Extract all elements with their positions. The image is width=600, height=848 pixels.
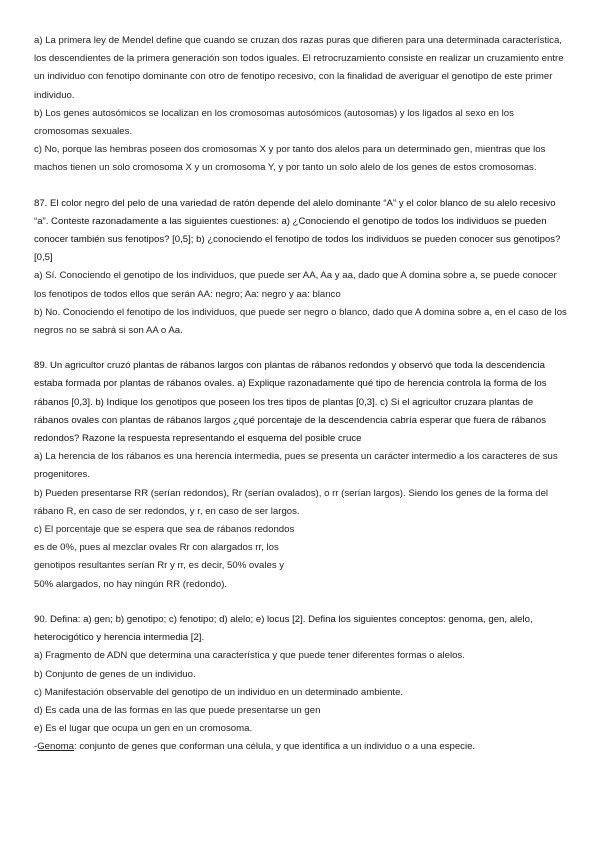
answer-block1-a: a) La primera ley de Mendel define que cuando se cruzan dos razas puras que difieren para una determinada característica, los descendientes de la primera generación son todos iguales. El retrocruzamiento consiste en realizar un cruzamiento entre un individuo con fenotipo dominante con otro de fenotipo recesivo, con la finalidad de averiguar el genotipo de este primer individuo. <box>34 35 564 101</box>
section-gap <box>34 594 570 611</box>
answer-block1-b: b) Los genes autosómicos se localizan en los cromosomas autosómicos (autosomas) y los ligados al sexo en los cromosomas sexuales. <box>34 107 514 138</box>
answer-89-c-line: 50% alargados, no hay ningún RR (redondo). <box>34 578 228 590</box>
question-87: 87. El color negro del pelo de una variedad de ratón depende del alelo dominante “A” y el color blanco de su alelo recesivo “a”. Conteste razonadamente a las siguientes cuestiones: a) ¿Conociendo el genotipo de todos los individuos se pueden conocer también sus fenotipos? [0,5]; b) ¿conociendo el fenotipo de todos los individuos se pueden conocer sus genotipos? [0,5] <box>34 197 561 264</box>
document-page <box>34 32 570 757</box>
answer-89-b: b) Pueden presentarse RR (serían redondos), Rr (serían ovalados), o rr (serían largos). Siendo los genes de la forma del rábano R, en caso de ser redondos, y r, en caso de ser largos. <box>34 487 549 517</box>
answer-89-a: a) La herencia de los rábanos es una herencia intermedia, pues se presenta un carácter intermedio a los caracteres de sus progenitores. <box>34 451 558 481</box>
answer-90-a: a) Fragmento de ADN que determina una característica y que puede tener diferentes formas o alelos. <box>34 650 465 662</box>
section-gap <box>34 178 570 195</box>
answer-90-e: e) Es el lugar que ocupa un gen en un cromosoma. <box>34 723 253 735</box>
answer-90-c: c) Manifestación observable del genotipo de un individuo en un determinado ambiente. <box>34 686 404 698</box>
answer-87-b: b) No. Conociendo el fenotipo de los individuos, que puede ser negro o blanco, dado que A domina sobre a, en el caso de los negros no se sabrá si son AA o Aa. <box>34 306 567 337</box>
answer-87-a: a) Sí. Conociendo el genotipo de los individuos, que puede ser AA, Aa y aa, dado que A domina sobre a, se puede conocer los fenotipos de todos ellos que serán AA: negro; Aa: negro y aa: blanco <box>34 270 557 300</box>
answer-89-c-line: es de 0%, pues al mezclar ovales Rr con alargados rr, los <box>34 542 279 554</box>
question-90: 90. Defina: a) gen; b) genotipo; c) fenotipo; d) alelo; e) locus [2]. Defina los siguientes conceptos: genoma, gen, alelo, heterocigótico y herencia intermedia [2]. <box>34 613 533 644</box>
answer-90-b: b) Conjunto de genes de un individuo. <box>34 668 196 680</box>
genoma-term: Genoma <box>37 741 74 753</box>
answer-90-d: d) Es cada una de las formas en las que puede presentarse un gen <box>34 704 321 716</box>
answer-block1-c: c) No, porque las hembras poseen dos cromosomas X y por tanto dos alelos para un determinado gen, mientras que los machos tienen un solo cromosoma X y un cromosoma Y, y por tanto un solo alelo de los genes de estos cromosomas. <box>34 144 546 174</box>
genoma-definition <box>34 738 570 756</box>
answer-89-c-line: genotipos resultantes serían Rr y rr, es decir, 50% ovales y <box>34 560 285 572</box>
question-89: 89. Un agricultor cruzó plantas de rábanos largos con plantas de rábanos redondos y observó que toda la descendencia estaba formada por plantas de rábanos ovales. a) Explique razonadamente qué tipo de herencia controla la forma de los rábanos [0,3]. b) Indique los genotipos que poseen los tres tipos de plantas [0,3]. c) Si el agricultor cruzara plantas de rábanos ovales con plantas de rábanos largos ¿qué porcentaje de la descendencia cabría esperar que fuera de rábanos redondos? Razone la respuesta representando el esquema del posible cruce <box>34 360 547 445</box>
answer-89-c-line: c) El porcentaje que se espera que sea de rábanos redondos <box>34 524 295 536</box>
section-gap <box>34 340 570 357</box>
genoma-prefix: - <box>34 741 38 753</box>
genoma-def-text: : conjunto de genes que conforman una célula, y que identifica a un individuo o a una especie. <box>74 741 476 753</box>
